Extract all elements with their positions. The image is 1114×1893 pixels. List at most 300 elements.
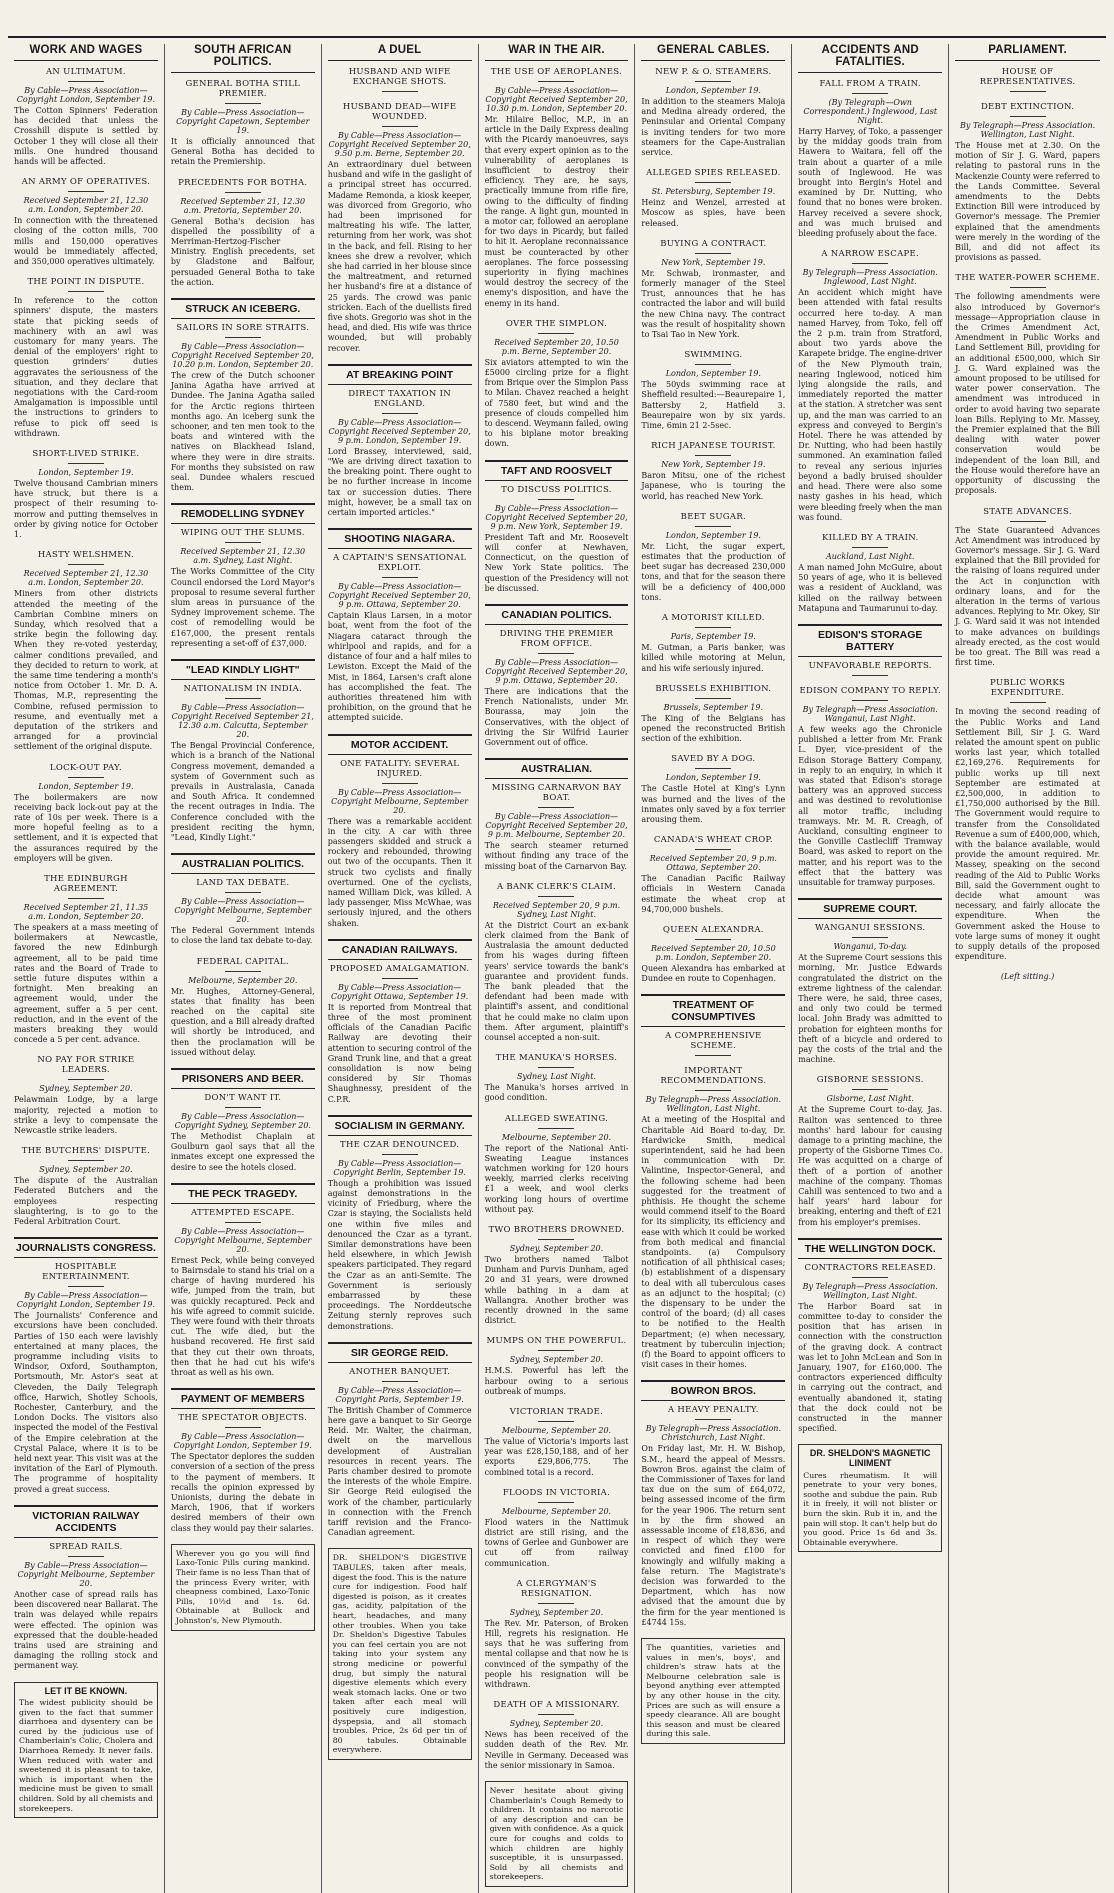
rule-divider xyxy=(68,1286,104,1287)
article-dateline: By Cable—Press Association—Copyright Ottawa, September 19. xyxy=(330,982,469,1001)
article-body: Another case of spread rails has been discovered near Ballarat. The train was delayed while repairs were effected. The opinion was expressed that the double-headed trains used are straining and damaging the rolling stock and permanent way. xyxy=(14,1589,158,1671)
article xyxy=(485,1336,629,1397)
article-subheading: WIPING OUT THE SLUMS. xyxy=(180,528,305,539)
rule-divider xyxy=(68,898,104,899)
section-heading: AT BREAKING POINT xyxy=(328,364,472,385)
article-dateline: By Cable—Press Association—Copyright Received September 20, 10.30 p.m. London, September 20. xyxy=(485,86,628,113)
article-subheading: AN ARMY OF OPERATIVES. xyxy=(21,177,151,188)
article-body: The Bengal Provincial Conference, which is a branch of the National Congress movement, demanded a system of Government such as prevails in Australasia, Canada and South Africa. It condemned the recent outrages in India. The Conference concluded with the president reciting the hymn, "Lead, Kindly Light." xyxy=(170,741,315,842)
article-subheading: A BANK CLERK'S CLAIM. xyxy=(496,881,616,892)
article xyxy=(328,964,472,1105)
rule-divider xyxy=(852,263,888,264)
article-subheading: THE MANUKA'S HORSES. xyxy=(495,1053,618,1064)
article-dateline: Received September 20, 9 p.m. Ottawa, September 20. xyxy=(649,854,777,873)
article-body: The value of Victoria's imports last year was £28,150,188, and of her exports £29,806,775. The combined total is a record. xyxy=(484,1437,629,1477)
article-body: H.M.S. Powerful has left the harbour owing to a serious outbreak of mumps. xyxy=(484,1366,629,1396)
article-subheading: FALL FROM A TRAIN. xyxy=(819,79,921,89)
article-dateline: By Telegraph—Press Association. Wellington, Last Night. xyxy=(959,121,1096,139)
rule-divider xyxy=(538,653,574,654)
article-dateline: By Cable—Press Association—Copyright Received September 20, 9 p.m. Ottawa, September 20. xyxy=(485,657,628,685)
rule-divider xyxy=(225,542,261,543)
article xyxy=(171,528,315,649)
article-dateline: Wanganui, To-day. xyxy=(833,942,907,952)
article-dateline: Melbourne, September 20. xyxy=(501,1426,612,1436)
advertisement xyxy=(641,1638,785,1744)
article-dateline: By Cable—Press Association—Copyright London, September 19. xyxy=(16,1291,156,1310)
rule-divider xyxy=(695,81,731,82)
article-body: The Spectator deplores the sudden conversion of a section of the press to the payment of members. It recalls the opinion expressed by Unionists, during the debate in March, 1906, that if workers desired members of their own class they would pay their salaries. xyxy=(170,1452,315,1533)
article-body: In reference to the cotton spinners' dispute, the masters state that picking seeds of machinery with an awl was customary for many years. The denial of the employers' right to question grinders' duties aggravates the seriousness of the situation, and they declare that negotiations with the Card-room Amalgamation is impossible until the instructions to grinders to refuse to pick off seed is withdrawn. xyxy=(14,296,158,438)
article xyxy=(641,168,785,229)
article-dateline: Sydney, September 20. xyxy=(509,1607,604,1617)
article-dateline: By Cable—Press Association—Copyright Received September 20, 9 p.m. New York, September 19. xyxy=(485,503,628,531)
article-dateline: By Cable—Press Association—Copyright Melbourne, September 20. xyxy=(174,897,312,925)
article-subheading: SWIMMING. xyxy=(684,350,743,361)
column-2 xyxy=(165,44,322,1893)
rule-divider xyxy=(382,978,418,979)
rule-divider xyxy=(1010,702,1046,703)
section-heading: AUSTRALIAN POLITICS. xyxy=(171,853,315,874)
article-subheading: KILLED BY A TRAIN. xyxy=(821,532,919,543)
section-heading: STRUCK AN ICEBERG. xyxy=(171,298,315,319)
rule-divider xyxy=(382,413,418,414)
article-body: Mr. Hughes, Attorney-General, states that finality has been reached on the capital site question, and a Bill already drafted will shortly be introduced, and then the proclamation will be issued without delay. xyxy=(170,986,315,1057)
article-body: Mr. Schwab, ironmaster, and formerly manager of the Steel Trust, announces that he has contracted the labor and will build the new China navy. The contract was the result of hospitality shown to Tsai Tao in New York. xyxy=(641,268,786,340)
masthead-band xyxy=(8,6,1106,38)
article-subheading: THE CZAR DENOUNCED. xyxy=(339,1139,460,1150)
rule-divider xyxy=(68,81,104,82)
rule-divider xyxy=(225,192,261,193)
article-dateline: New York, September 19. xyxy=(661,257,766,267)
section-heading: AUSTRALIAN. xyxy=(485,758,629,779)
article-body: General Botha's decision has dispelled the possibility of a Merriman-Hertzog-Fischer Ministry. English precedents, set by Gladstone and Balfour, persuaded General Botha to take the action. xyxy=(170,216,315,287)
article-subheading: ALLEGED SPIES RELEASED. xyxy=(646,168,781,179)
column-heading: GENERAL CABLES. xyxy=(641,44,785,61)
article xyxy=(171,684,315,843)
article-body: Flood waters in the Nattimuk district are still rising, and the towns of Gerlee and Gunbower are cut off from railway communication. xyxy=(484,1517,629,1568)
article-subheading: ALLEGED SWEATING. xyxy=(504,1113,609,1124)
section-heading: "LEAD KINDLY LIGHT" xyxy=(171,659,315,680)
article xyxy=(171,1413,315,1534)
article xyxy=(641,239,785,340)
rule-divider xyxy=(852,937,888,938)
article xyxy=(641,754,785,825)
article-dateline: London, September 19. xyxy=(665,86,761,95)
article-subheading: ANOTHER BANQUET. xyxy=(349,1366,451,1377)
article-subheading: CONTRACTORS RELEASED. xyxy=(804,1262,936,1273)
rule-divider xyxy=(538,1239,574,1240)
rule-divider xyxy=(538,1350,574,1351)
rule-divider xyxy=(382,577,418,578)
article-dateline: London, September 19. xyxy=(665,773,761,783)
section-heading: SHOOTING NIAGARA. xyxy=(328,528,472,549)
article-dateline: Received September 20, 9 p.m. Sydney, Last Night. xyxy=(492,900,621,919)
article-subheading: ONE FATALITY: SEVERAL INJURED. xyxy=(340,758,460,779)
article-body: The Works Committee of the City Council endorsed the Lord Mayor's proposal to resume several further slum areas in pursuance of the Sydney improvement scheme. The cost of remodelling would be £167,000, the present rentals representing a set-off of £37,000. xyxy=(170,567,315,648)
article-subheading: NEW P. & O. STEAMERS. xyxy=(655,67,772,77)
advertisement xyxy=(485,1781,629,1887)
article-subheading: BRUSSELS EXHIBITION. xyxy=(655,683,772,694)
ad-text: The widest publicity should be given to the fact that summer diarrhoea and dysentery can be cured by the judicious use of Chamberlain's Colic, Cholera and Diarrhoea Remedy. It never fails. When reduced with water and sweetened it is pleasant to take, which is important when the medicine must be given to small children. Sold by all chemists and storekeepers. xyxy=(19,1698,153,1813)
rule-divider xyxy=(695,627,731,628)
article-dateline: London, September 19. xyxy=(38,468,134,478)
article-subheading: LAND TAX DEBATE. xyxy=(196,878,290,889)
rule-divider xyxy=(695,1419,731,1420)
article xyxy=(798,533,942,614)
article-dateline: London, September 19. xyxy=(38,781,134,791)
rule-divider xyxy=(538,1128,574,1129)
article-subheading: IMPORTANT RECOMMENDATIONS. xyxy=(660,1066,767,1087)
article-body: The Manuka's horses arrived in good condition. xyxy=(484,1083,629,1103)
section-heading: EDISON'S STORAGE BATTERY xyxy=(798,624,942,657)
article xyxy=(14,550,158,752)
article xyxy=(798,686,942,888)
article-body: Mr. Hilaire Belloc, M.P., in an article in the Daily Express dealing with the Picardy manoeuvres, says that every expert opinion as to the vulnerability of aeroplanes is insufficient to destroy their efficiency. They are, he says, practically immune from rifle fire, owing to the difficulty of finding the range. A light gun, mounted in a motor car, followed an aeroplane for two days in Picardy, but failed to hit it. Aeroplane reconnaissance must be counteracted by other aeroplanes. The force possessing superiority in flying machines would destroy the secrecy of the enemy's disposition, and have the enemy in its hand. xyxy=(484,115,629,308)
article-dateline: Received September 20, 10.50 p.m. London, September 20. xyxy=(650,943,776,962)
column-heading: WORK AND WAGES xyxy=(14,44,158,61)
article-dateline: New York, September 19. xyxy=(661,460,766,470)
rule-divider xyxy=(382,783,418,784)
article-body: In connection with the threatened closing of the cotton mills, 700 mills and 150,000 operatives would be immediately affected, and 350,000 operatives ultimately. xyxy=(14,216,158,267)
section-heading: PAYMENT OF MEMBERS xyxy=(171,1388,315,1409)
article-dateline: Melbourne, September 20. xyxy=(188,975,298,985)
section-heading: TREATMENT OF CONSUMPTIVES xyxy=(641,994,785,1027)
article-body: The Harbor Board sat in committee to-day to consider the position that has arisen in connection with the construction of the graving dock. A contract was let to John McLean and Son in January, 1907, for £160,000. The contractors experienced difficulty in carrying out the contract, and eventually abandoned it, stating that the dock could not be constructed in the manner specified. xyxy=(798,1301,943,1434)
article-subheading: PRECEDENTS FOR BOTHA. xyxy=(178,177,308,188)
rule-divider xyxy=(695,768,731,769)
article-subheading: THE SPECTATOR OBJECTS. xyxy=(178,1413,308,1424)
article-body: Queen Alexandra has embarked at Dundee en route to Copenhagen. xyxy=(641,963,786,984)
rule-divider xyxy=(538,807,574,808)
article-body: The Cotton Spinners' Federation has decided that unless the Crosshill dispute is settled by October 1 they will close all their mills. One hundred thousand hands will be affected. xyxy=(14,106,158,167)
rule-divider xyxy=(695,1090,731,1091)
article-dateline: By Cable—Press Association—Copyright Received September 20, 9 p.m. London, September 19. xyxy=(328,417,471,445)
article-dateline: Melbourne, September 20. xyxy=(501,1506,612,1516)
section-heading: CANADIAN POLITICS. xyxy=(485,604,629,625)
ad-text: DR. SHELDON'S DIGESTIVE TABULES, taken after meals, digest the food. This is the nature cure for indigestion. Food half digested is poison, as it creates gas, acidity, palpitation of the heart, headaches, and many other troubles. When you take Dr. Sheldon's Digestive Tabules you can feel certain you are not taking into your system any strong medicine or powerful drug, but simply the natural digestive elements which every weak stomach lacks. One or two taken after each meal will positively cure indigestion, dyspepsia, and all stomach troubles. Price, 2s 6d per tin of 80 tabules. Obtainable everywhere. xyxy=(332,1553,467,1755)
article-body: The State Guaranteed Advances Act Amendment was introduced by Governor's message. Sir J. G. Ward explained that the Bill provided for the raising of loans required under the Act in conjunction with ordinary loans, and for the alteration in the terms of various advances. Replying to Mr. Okey, Sir J. G. Ward said it was not intended to make advances on buildings already erected, as the cost would be too great. The Bill was read a first time. xyxy=(955,525,1100,668)
article-body: The Rev. Mr. Paterson, of Broken Hill, regrets his resignation. He says that he was suffering from mental collapse and that now he is convinced of the sympathy of the people his resignation will be withdrawn. xyxy=(484,1618,629,1690)
article xyxy=(14,763,158,864)
article-body: An extraordinary duel between husband and wife in the gaslight of a principal street has occurred. Madame Remonda, a kiosk keeper, was divorced from Gregorio, who had been imprisoned for maltreating his wife. The latter, returning from her work, was shot in the back, and fell. Rising to her knees she drew a revolver, which she had carried in her blouse since the maltreatment, and returned her husband's fire at a distance of 25 yards. The crowd was panic stricken. Each of the duellists fired five shots. Gregorio was shot in the head, and died. His wife was thrice wounded, but will probably recover. xyxy=(327,160,472,353)
article-dateline: Gisborne, Last Night. xyxy=(826,1094,914,1104)
article-body: The boilermakers are now receiving back lock-out pay at the rate of 10s per week. There is a more hopeful feeling as to a settlement, and it is expected that the assurances required by the employers will be given. xyxy=(14,792,158,863)
column-1 xyxy=(8,44,165,1893)
column-3 xyxy=(322,44,479,1893)
article-subheading: SHORT-LIVED STRIKE. xyxy=(32,449,140,460)
article-subheading: A MOTORIST KILLED. xyxy=(661,613,765,624)
article-dateline: Sydney, September 20. xyxy=(509,1244,604,1253)
article xyxy=(328,67,472,92)
article-body: Miners from other districts attended the meeting of the Cambrian Combine miners on Sunday, which resolved that a strike begin the following day. When they re-voted yesterday, calmer conditions prevailed, and they decided to return to work, at the same time tendering a month's notice from October 1. Mr. D. A. Thomas, M.P., representing the Combine, refused permission to resume, and eventually met a deputation of the strikers and arranged for a provincial settlement of the original dispute. xyxy=(14,589,158,752)
rule-divider xyxy=(225,1107,261,1108)
column-heading: PARLIAMENT. xyxy=(955,44,1100,61)
article xyxy=(14,177,158,267)
article xyxy=(485,1114,629,1215)
article xyxy=(14,67,158,167)
rule-divider xyxy=(225,698,261,699)
article-dateline: Paris, September 19. xyxy=(670,632,756,642)
article-dateline: By Cable—Press Association—Copyright Paris, September 19. xyxy=(335,1385,464,1404)
column-heading: A DUEL xyxy=(328,44,472,61)
article-body: Ernest Peck, while being conveyed to Bairnsdale to stand his trial on a charge of having murdered his wife, jumped from the train, but was quickly recaptured. Peck and his wife agreed to commit suicide. They were found with their throats cut. The wife died, but the husband recovered. He first said that they cut their own throats, then that he had cut his wife's throat as well as his own. xyxy=(170,1255,315,1377)
columns-grid xyxy=(8,44,1106,1882)
rule-divider xyxy=(1010,91,1046,92)
article-dateline: Received September 20, 10.50 p.m. Berne, September 20. xyxy=(494,337,619,356)
article-body: The search steamer returned without finding any trace of the missing boat of the Carnarvon Bay. xyxy=(484,841,629,871)
article-subheading: BUYING A CONTRACT. xyxy=(660,238,767,249)
article xyxy=(171,79,315,168)
article-subheading: EDISON COMPANY TO REPLY. xyxy=(799,685,941,696)
article-dateline: By Cable—Press Association—Copyright Received September 20, 10.20 p.m. London, September 20. xyxy=(171,342,314,370)
article-dateline: By Cable—Press Association—Copyright London, September 19. xyxy=(16,86,156,104)
article xyxy=(14,874,158,1045)
article-dateline: Melbourne, September 20. xyxy=(501,1132,612,1142)
section-heading: CANADIAN RAILWAYS. xyxy=(328,939,472,960)
article xyxy=(14,1542,158,1672)
ad-text: The quantities, varieties and values in men's, boys', and children's straw hats at the Melbourne celebration sale is beyond anything ever attempted by any other house in the city. Prices are such as will ensure a speedy clearance. All are bought this season and must be cleared during this sale. xyxy=(646,1643,781,1739)
article xyxy=(485,882,629,1043)
article-body: M. Gutman, a Paris banker, was killed while motoring at Melun, and his wife seriously injured. xyxy=(641,643,786,673)
article-dateline: London, September 19. xyxy=(665,530,761,540)
rule-divider xyxy=(538,1714,574,1715)
article-subheading: FEDERAL CAPITAL. xyxy=(196,956,289,967)
article-body: In moving the second reading of the Public Works and Land Settlement Bill, Sir J. G. Ward related the amount spent on public works last year, which totalled £2,169,276. Requirements for public works up till next September are estimated at £2,500,000, in addition to £1,750,000 authorised by the Bill. The Government would require to transfer from the Consolidated Revenue a sum of £400,000, which, with the balance available, would provide the amount required. Mr. Massey, speaking on the second reading of the Aid to Public Works Bill, said the Government ought to decide what amount was necessary, and fairly allocate the expenditure. When the Government asked the House to vote large sums of money it ought to supply details of the proposed expenditure. xyxy=(955,707,1100,962)
article xyxy=(14,277,158,439)
article-dateline: By Cable—Press Association—Copyright Received September 20, 9 p.m. Melbourne, September 20. xyxy=(485,812,628,840)
article-dateline: Received September 21, 11.35 a.m. London, September 20. xyxy=(23,902,149,921)
article-body: The Methodist Chaplain at Goulburn gaol says that all the inmates except one expressed the desire to see the hotels closed. xyxy=(170,1131,315,1172)
article-body: At the Supreme Court to-day, Jas. Railton was sentenced to three months' hard labour for causing damage to a printing machine, the property of the Gisborne Times Co. He was acquitted on a charge of theft of a portion of another machine of the company. Thomas Cahill was sentenced to two and a half years' hard labour for breaking, entering and theft of £21 from his employer's premises. xyxy=(798,1105,943,1227)
article-subheading: OVER THE SIMPLON. xyxy=(505,318,608,329)
section-heading: TAFT AND ROOSVELT xyxy=(485,460,629,481)
rule-divider xyxy=(538,499,574,500)
article-dateline: By Telegraph—Press Association. Wellington, Last Night. xyxy=(645,1095,781,1114)
rule-divider xyxy=(225,103,261,104)
section-heading: JOURNALISTS CONGRESS. xyxy=(14,1237,158,1258)
rule-divider xyxy=(68,1160,104,1161)
column-4 xyxy=(479,44,636,1893)
article-body: News has been received of the sudden death of the Rev. Mr. Neville in Germany. Deceased was the senior missionary in Samoa. xyxy=(484,1730,629,1770)
article xyxy=(955,67,1100,92)
article-dateline: Sydney, September 20. xyxy=(39,1084,133,1094)
article-body: Pelawmain Lodge, by a large majority, rejected a motion to strike a levy to compensate the Newcastle strike leaders. xyxy=(14,1095,158,1136)
article-dateline: By Telegraph—Press Association. Christchurch, Last Night. xyxy=(645,1424,781,1443)
article-subheading: BEET SUGAR. xyxy=(680,511,747,522)
article-dateline: Received September 21, 12.30 a.m. Pretoria, September 20. xyxy=(180,196,306,215)
article-dateline: London, September 19. xyxy=(665,369,761,379)
column-heading: SOUTH AFRICAN POLITICS. xyxy=(171,44,315,73)
article-body: The Canadian Pacific Railway officials in Western Canada estimate the wheat crop at 94,700,000 bushels. xyxy=(641,874,786,914)
article-dateline: By Cable—Press Association—Copyright Received September 20, 9 p.m. Ottawa, September 20. xyxy=(328,582,471,610)
article-dateline: Sydney, Last Night. xyxy=(516,1072,597,1082)
article-body: President Taft and Mr. Roosevelt will confer at Newhaven, Connecticut, on the question of New York State politics. The question of the Presidency will not be discussed. xyxy=(484,532,629,593)
article xyxy=(641,512,785,603)
section-heading: THE WELLINGTON DOCK. xyxy=(798,1238,942,1259)
article-body: At a meeting of the Hospital and Charitable Aid Board to-day, Dr. Hardwicke Smith, medical superintendent, said he had been in communication with Dr. Valintine, Inspector-General, and the following scheme had been suggested for the treatment of phthisis. He thought the scheme would commend itself to the Board for its simplicity, its efficiency and ease with which it could be worked from both medical and financial standpoints. (a) Compulsory notification of all phthisical cases; (b) establishment of a dispensary to deal with all tuberculous cases as an adjunct to the hospital; (c) the dispensary to be under the control of the board; (d) all cases to be notified to the Health Department; (e) when necessary, treatment by tuberculin injection; (f) the Board to appoint officers to visit cases in their homes. xyxy=(641,1115,786,1370)
article-body: It is officially announced that General Botha has decided to retain the Premiership. xyxy=(170,137,315,167)
article xyxy=(328,102,472,354)
column-6 xyxy=(792,44,949,1893)
article-subheading: THE USE OF AEROPLANES. xyxy=(490,67,623,77)
article xyxy=(955,507,1100,669)
article-body: An accident which might have been attended with fatal results occurred here to-day. A man named Harvey, from Toko, fell off the 2 p.m. train from Stratford, about two yards above the Karapete bridge. The engine-driver of the New Plymouth train, nearing Inglewood, noticed him lying alongside the rails, and immediately reported the matter at the station. A stretcher was sent up, and the man was carried to an express and conveyed to Bergin's Hotel. There he was attended by Dr. Nutting, who had been hastily summoned. An examination failed to reveal any serious injuries beyond a badly bruised shoulder and head. There were also some nasty gashes in his head, which were bleeding freely when the man was found. xyxy=(798,288,943,522)
ad-text: Cures rheumatism. It will penetrate to your very bones, soothe and subdue the pain. Rub it in freely, it will not blister or burn the skin. Rub it in, and the pain will stop. It can't help but do you good. Price 1s 6d and 3s. Obtainable everywhere. xyxy=(803,1470,938,1547)
ad-text: Wherever you go you will find Laxo-Tonic Pills curing mankind. Their fame is no less Than that of the princess Every writer, with cheapness combined, Laxo-Tonic Pills, 10½d and 1s. 6d. Obtainable at Bullock and Johnston's, New Plymouth. xyxy=(175,1548,310,1625)
article-body: Harry Harvey, of Toko, a passenger by the midday goods train from Hawera to Waitara, fell off the train about a quarter of a mile south of Inglewood. He was brought into Bergin's Hotel and examined by Dr. Nutting, who found that no bones were broken. Harvey received a severe shock, and was much bruised and bleeding profusely about the face. xyxy=(798,127,943,239)
article xyxy=(171,1208,315,1378)
article xyxy=(171,178,315,288)
rule-divider xyxy=(68,191,104,192)
article-subheading: VICTORIAN TRADE. xyxy=(509,1407,604,1418)
article-subheading: UNFAVORABLE REPORTS. xyxy=(808,660,932,671)
article-subheading: RICH JAPANESE TOURIST. xyxy=(651,441,776,452)
article xyxy=(485,485,629,594)
article-dateline: By Cable—Press Association—Copyright Berlin, September 19. xyxy=(333,1158,466,1177)
article xyxy=(485,1407,629,1478)
article-subheading: SPREAD RAILS. xyxy=(49,1541,123,1552)
article-body: The Castle Hotel at King's Lynn was burned and the lives of the inmates only saved by a fox terrier arousing them. xyxy=(641,784,786,824)
article-dateline: By Cable—Press Association—Copyright Melbourne, September 20. xyxy=(174,1226,312,1254)
section-heading: THE PECK TRAGEDY. xyxy=(171,1183,315,1204)
article-dateline: By Cable—Press Association—Copyright Received September 21, 12.30 a.m. Calcutta, September 20. xyxy=(171,703,314,740)
article-subheading: HUSBAND AND WIFE EXCHANGE SHOTS. xyxy=(348,67,451,87)
article xyxy=(485,1225,629,1326)
article-subheading: DEBT EXTINCTION. xyxy=(980,102,1075,112)
column-heading: WAR IN THE AIR. xyxy=(485,44,629,61)
rule-divider xyxy=(538,1603,574,1604)
article-body: The following amendments were also introduced by Governor's message—Appropriation clause in the Crimes Amendment Act, Amendment in Public Works and Land Settlement Bill, providing for an additional £500,000, which Sir J. G. Ward explained was the amount proposed to be utilised for water power conservation. The amendment was introduced in order to avoid having two separate loan Bills. Replying to Mr. Massey, the Premier explained that the Bill dealing with water power conservation would be independent of the loan Bill, and the House would therefore have an opportunity of discussing the proposals. xyxy=(955,292,1100,496)
article xyxy=(641,684,785,745)
rule-divider xyxy=(68,1079,104,1080)
article-subheading: PROPOSED AMALGAMATION. xyxy=(329,963,470,974)
rule-divider xyxy=(1010,116,1046,117)
rule-divider xyxy=(225,1222,261,1223)
section-heading: SOCIALISM IN GERMANY. xyxy=(328,1115,472,1136)
rule-divider xyxy=(382,1381,418,1382)
article xyxy=(328,389,472,518)
article-dateline: By Cable—Press Association—Copyright Received September 20, 9.50 p.m. Berne, September 20. xyxy=(328,131,471,158)
rule-divider xyxy=(695,182,731,183)
article xyxy=(955,273,1100,496)
article-body: Baron Mitsu, one of the richest Japanese, who is touring the world, has reached New York. xyxy=(641,471,786,501)
article-subheading: PUBLIC WORKS EXPENDITURE. xyxy=(990,678,1066,699)
article-dateline: By Cable—Press Association—Copyright Melbourne, September 20. xyxy=(17,1560,155,1588)
article xyxy=(798,923,942,1065)
article xyxy=(171,323,315,493)
article-dateline: By Telegraph—Press Association. Wanganui, Last Night. xyxy=(802,704,938,723)
rule-divider xyxy=(695,849,731,850)
article-dateline: By Cable—Press Association—Copyright London, September 19. xyxy=(173,1432,312,1451)
rule-divider xyxy=(538,1502,574,1503)
article-subheading: THE EDINBURGH AGREEMENT. xyxy=(44,873,128,894)
ad-text: Never hesitate about giving Chamberlain's Cough Remedy to children. It contains no narcotic of any description and can be given with confidence. As a quick cure for coughs and colds to which children are highly susceptible, it is unsurpassed. Sold by all chemists and storekeepers. xyxy=(489,1786,624,1882)
article xyxy=(328,759,472,929)
article xyxy=(798,1263,942,1435)
article-subheading: HOUSE OF REPRESENTATIVES. xyxy=(979,67,1076,87)
rule-divider xyxy=(382,91,418,92)
article-body: Lord Brassey, interviewed, said, "We are driving direct taxation to the breaking point. There ought to be no further increase in income tax or succession duties. There might, however, be a small tax on certain imported articles." xyxy=(327,446,472,518)
article xyxy=(641,1031,785,1056)
article-body: The British Chamber of Commerce here gave a banquet to Sir George Reid. Mr. Walter, the chairman, dwelt on the marvellous development of Australian resources in recent years. The Paris chamber desired to promote the interests of the whole Empire. Sir George Reid eulogised the work of the chamber, particularly in connection with the French tariff revision and the Franco-Canadian agreement. xyxy=(327,1405,472,1538)
article xyxy=(485,1700,629,1771)
rule-divider xyxy=(695,939,731,940)
article-body: A man named John McGuire, about 50 years of age, who it is believed was a resident of Auckland, was killed on the railway between Matapuna and Taumarunui to-day. xyxy=(798,562,943,613)
rule-divider xyxy=(68,291,104,292)
rule-divider xyxy=(382,126,418,127)
article-dateline: St. Petersburg, September 19. xyxy=(651,187,776,197)
article xyxy=(641,1405,785,1628)
advertisement xyxy=(328,1548,472,1759)
rule-divider xyxy=(68,463,104,464)
article-subheading: A CLERGYMAN'S RESIGNATION. xyxy=(516,1578,597,1599)
article-subheading: THE POINT IN DISPUTE. xyxy=(27,277,145,288)
section-heading: VICTORIAN RAILWAY ACCIDENTS xyxy=(14,1505,158,1538)
section-heading: PRISONERS AND BEER. xyxy=(171,1068,315,1089)
rule-divider xyxy=(852,700,888,701)
column-heading: ACCIDENTS AND FATALITIES. xyxy=(798,44,942,73)
article-body: The report of the National Anti-Sweating League instances watchmen working for 120 hours weekly, married clerks receiving £1 a week, and wool clerks working long hours of overtime without pay. xyxy=(484,1143,629,1214)
article-subheading: TWO BROTHERS DROWNED. xyxy=(488,1225,625,1235)
article-dateline: (By Telegraph—Own Correspondent.) Inglewood, Last Night. xyxy=(803,98,938,125)
rule-divider xyxy=(695,455,731,456)
article-subheading: GENERAL BOTHA STILL PREMIER. xyxy=(185,79,301,99)
article-subheading: DON'T WANT IT. xyxy=(204,1092,282,1103)
rule-divider xyxy=(225,337,261,338)
article-subheading: AN ULTIMATUM. xyxy=(45,67,126,77)
rule-divider xyxy=(68,564,104,565)
article-subheading: MUMPS ON THE POWERFUL. xyxy=(486,1336,627,1347)
article-dateline: Received September 21, 12.30 a.m. Sydney, Last Night. xyxy=(180,547,306,566)
rule-divider xyxy=(382,1154,418,1155)
article xyxy=(14,1055,158,1136)
article-subheading: DIRECT TAXATION IN ENGLAND. xyxy=(348,388,451,409)
article-body: Two brothers named Talbot Dunham and Purvis Dunham, aged 20 and 31 years, were drowned while bathing in a dam at Wallangra. Another brother was recently drowned in the same district. xyxy=(484,1255,629,1326)
article-body: The House met at 2.30. On the motion of Sir J. G. Ward, papers relating to pastoral runs in the Mackenzie County were referred to the Lands Committee. Several amendments to the Debts Extinction Bill were introduced by Governor's message. The Premier explained that the amendments were merely in the wording of the Bill, and did not affect its provisions as passed. xyxy=(955,141,1100,263)
article xyxy=(641,67,785,158)
rule-divider xyxy=(538,333,574,334)
article xyxy=(328,1367,472,1539)
article-subheading: A NARROW ESCAPE. xyxy=(821,249,920,260)
article-body: A few weeks ago the Chronicle published a letter from Mr. Frank L. Dyer, vice-president of the Edison Storage Battery Company, in reply to an enquiry, in which it was stated that Edison's storage battery was an approved success and was destined to revolutionise all motor traffic, including tramways. Mr. M. R. Creagh, of Auckland, consulting engineer to the Gonville Castlecliff Tramway Board, was asked to report on the matter, and his report was to the effect that the battery was unsuitable for tramway purposes. xyxy=(798,724,943,887)
rule-divider xyxy=(68,1556,104,1557)
article xyxy=(485,319,629,450)
article-dateline: Auckland, Last Night. xyxy=(825,551,915,561)
article-dateline: Brussels, September 19. xyxy=(663,702,764,712)
article xyxy=(798,661,942,676)
article-dateline: By Telegraph—Press Association. Wellington, Last Night. xyxy=(802,1281,938,1300)
article-subheading: A COMPREHENSIVE SCHEME. xyxy=(665,1031,762,1052)
article xyxy=(171,878,315,946)
article-dateline: By Cable—Press Association—Copyright Melbourne, September 20. xyxy=(331,787,469,815)
article xyxy=(328,553,472,723)
article xyxy=(171,957,315,1058)
article-body: The Federal Government intends to close the land tax debate to-day. xyxy=(170,926,315,946)
rule-divider xyxy=(68,777,104,778)
article-body: The Journalists' Conference and excursions have been concluded. Parties of 150 each were lavishly entertained at many places, the programme including visits to Windsor, Oxford, Southampton, Portsmouth, Mr. Astor's seat at Cleveden, the Daily Telegraph office, Harwich, Shotley Schools, Rochester, Canterbury, and the London Docks. The visitors also inspected the model of the Festival of the Empire celebration at the Crystal Palace, where it is to be held next year. This visit was at the invitation of the Earl of Plymouth. The programme of hospitality proved a great success. xyxy=(14,1311,158,1494)
article-subheading: TO DISCUSS POLITICS. xyxy=(501,484,612,495)
advertisement xyxy=(798,1444,942,1552)
article-subheading: NATIONALISM IN INDIA. xyxy=(183,684,303,695)
article xyxy=(798,79,942,239)
article-subheading: SAVED BY A DOG. xyxy=(671,754,756,765)
article-subheading: THE WATER-POWER SCHEME. xyxy=(955,273,1100,284)
article-subheading: WANGANUI SESSIONS. xyxy=(815,923,926,934)
rule-divider xyxy=(695,526,731,527)
article-subheading: THE BUTCHERS' DISPUTE. xyxy=(21,1146,151,1157)
ad-heading: DR. SHELDON'S MAGNETIC LINIMENT xyxy=(809,1448,931,1469)
article-subheading: NO PAY FOR STRIKE LEADERS. xyxy=(37,1055,135,1076)
